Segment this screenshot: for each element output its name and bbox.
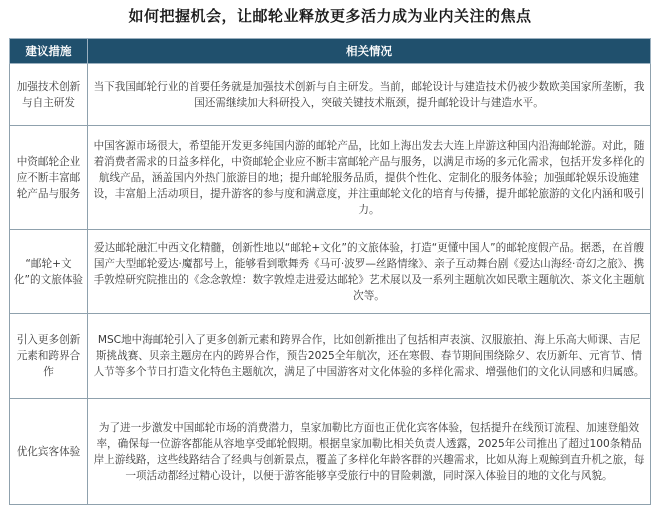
description-cell: 为了进一步激发中国邮轮市场的消费潜力，皇家加勒比方面也正优化宾客体验，包括提升在线预订流程、加速登船效率，确保每一位游客都能从容地享受邮轮假期。根据皇家加勒比相关负责人透露，2025年公司推出了超过100条精品岸上游线路，这些线路结合了经典与创新景点，覆盖了多样化年龄客群的兴趣需求，比如从海上观鲸到直升机之旅，每一项活动都经过精心设计，以便于游客能够享受旅行中的冒险刺激，同时深入体验目的地的文化与风貌。 xyxy=(88,399,651,505)
page-title: 如何把握机会，让邮轮业释放更多活力成为业内关注的焦点 xyxy=(128,7,532,25)
table-row xyxy=(10,230,651,314)
measure-cell: 加强技术创新与自主研发 xyxy=(10,64,88,126)
measures-table-container xyxy=(9,38,650,505)
column-header-details: 相关情况 xyxy=(88,39,651,64)
table-header-row xyxy=(10,39,651,64)
measure-cell: 中资邮轮企业应不断丰富邮轮产品与服务 xyxy=(10,126,88,230)
description-cell: 当下我国邮轮行业的首要任务就是加强技术创新与自主研发。当前，邮轮设计与建造技术仍被少数欧美国家所垄断，我国还需继续加大科研投入，突破关键技术瓶颈，提升邮轮设计与建造水平。 xyxy=(88,64,651,126)
description-cell: 中国客源市场很大，希望能开发更多纯国内游的邮轮产品，比如上海出发去大连上岸游这种国内沿海邮轮游。对此，随着消费者需求的日益多样化，中资邮轮企业应不断丰富邮轮产品与服务，以满足市场的多元化需求，包括开发多样化的航线产品，涵盖国内外热门旅游目的地；提升邮轮服务品质，提供个性化、定制化的服务体验；加强邮轮娱乐设施建设，丰富船上活动项目，提升游客的参与度和满意度，并注重邮轮文化的培育与传播，提升邮轮旅游的文化内涵和吸引力。 xyxy=(88,126,651,230)
measure-cell: 引入更多创新元素和跨界合作 xyxy=(10,314,88,399)
description-cell: 爱达邮轮融汇中西文化精髓，创新性地以“邮轮+文化”的文旅体验，打造“更懂中国人”的邮轮度假产品。据悉，在首艘国产大型邮轮爱达·魔都号上，能够看到歌舞秀《马可·波罗—丝路情缘》、亲子互动舞台剧《爱达山海经·奇幻之旅》、携手敦煌研究院推出的《念念敦煌：数字敦煌走进爱达邮轮》艺术展以及一系列主题航次如民歌主题航次、茶文化主题航次等。 xyxy=(88,230,651,314)
table-row xyxy=(10,314,651,399)
table-row xyxy=(10,64,651,126)
measures-table xyxy=(9,38,651,505)
measure-cell: 优化宾客体验 xyxy=(10,399,88,505)
measure-cell: “邮轮+文化”的文旅体验 xyxy=(10,230,88,314)
column-header-measure: 建议措施 xyxy=(10,39,88,64)
table-row xyxy=(10,399,651,505)
description-cell: MSC地中海邮轮引入了更多创新元素和跨界合作，比如创新推出了包括相声表演、汉服旅拍、海上乐高大师课、吉尼斯挑战赛、贝亲主题房在内的跨界合作，预告2025全年航次，还在寒假、春节期间围绕除夕、农历新年、元宵节、情人节等多个节日打造文化特色主题航次，满足了中国游客对文化体验的多样化需求、增强他们的文化认同感和归属感。 xyxy=(88,314,651,399)
table-row xyxy=(10,126,651,230)
